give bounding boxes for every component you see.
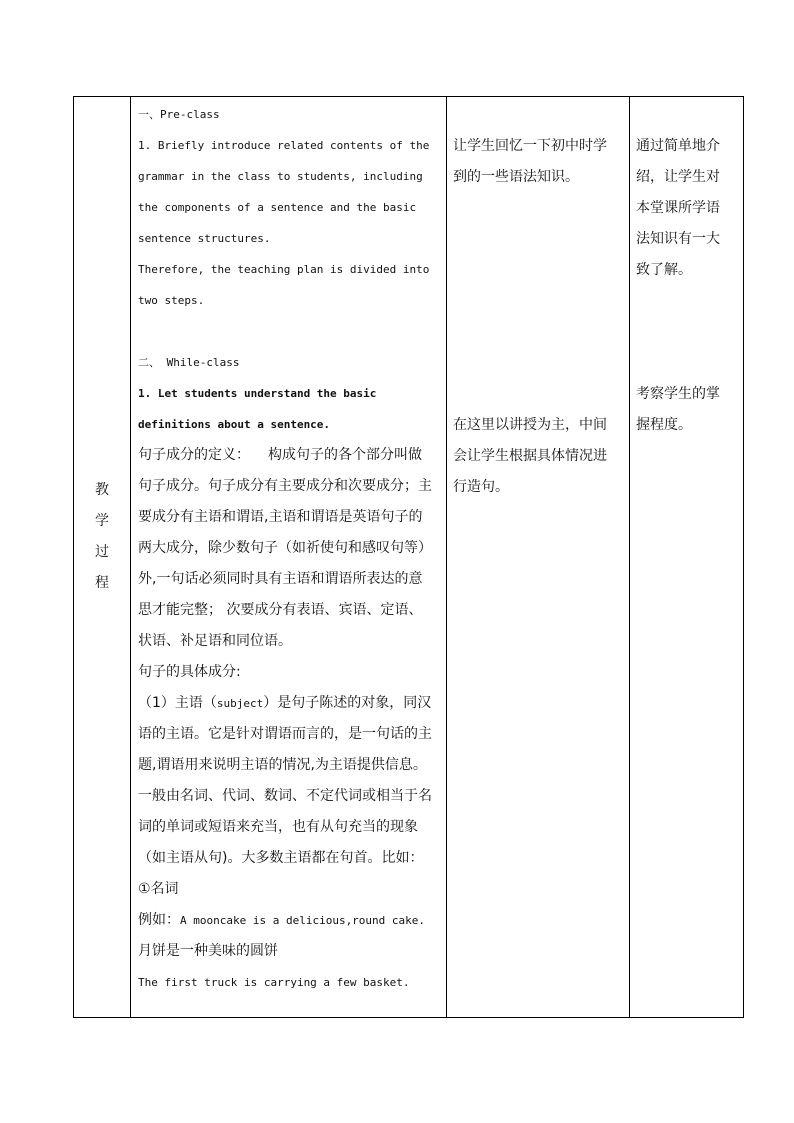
definition-line: 要成分有主语和谓语,主语和谓语是英语句子的 <box>138 509 423 525</box>
stage-char: 过 <box>95 544 109 560</box>
plan-line: two steps. <box>138 294 205 307</box>
pre-class-line: grammar in the class to students, including <box>138 170 423 183</box>
definition-line: 句子成分。句子成分有主要成分和次要成分；主 <box>138 478 432 494</box>
while-class-line: definitions about a sentence. <box>138 418 331 431</box>
pre-class-line: 1. Briefly introduce related contents of the <box>138 139 430 152</box>
subject-line: 题,谓语用来说明主语的情况,为主语提供信息。 <box>138 757 427 773</box>
lesson-plan-table <box>73 96 744 1018</box>
while-class-line: 1. Let students understand the basic <box>138 387 377 400</box>
stage-char: 学 <box>95 513 109 529</box>
example-prefix: 例如： <box>138 912 180 928</box>
subject-prefix: （1）主语（ <box>138 695 217 711</box>
example-sentence-2: The first truck is carrying a few basket. <box>138 976 410 989</box>
definition-line <box>138 440 440 471</box>
stage-char: 教 <box>95 482 109 498</box>
activity-line: 让学生回忆一下初中时学 <box>453 138 607 154</box>
subject-line <box>138 688 440 719</box>
purpose-line: 考察学生的掌 <box>636 386 720 402</box>
subject-line: 词的单词或短语来充当，也有从句充当的现象 <box>138 819 418 835</box>
pre-class-heading: 一、Pre-class <box>138 108 220 121</box>
subject-line: 语的主语。它是针对谓语而言的，是一句话的主 <box>138 726 432 742</box>
example-sentence: A mooncake is a delicious,round cake. <box>180 914 426 927</box>
definition-line: 思才能完整； 次要成分有表语、宾语、定语、 <box>138 602 423 618</box>
activity-line: 行造句。 <box>453 479 509 495</box>
purpose-line: 绍，让学生对 <box>636 169 720 185</box>
activity-line: 在这里以讲授为主，中间 <box>453 417 607 433</box>
example-line <box>138 905 440 936</box>
definition-line: 状语、补足语和同位语。 <box>138 633 292 649</box>
content-cell <box>131 97 447 1018</box>
purpose-line: 本堂课所学语 <box>636 200 720 216</box>
activity-line: 到的一些语法知识。 <box>453 169 579 185</box>
purpose-line: 法知识有一大 <box>636 231 720 247</box>
definition-line: 外,一句话必须同时具有主语和谓语所表达的意 <box>138 571 423 587</box>
activity-cell <box>447 97 630 1018</box>
purpose-line: 通过简单地介 <box>636 138 720 154</box>
subject-line: （如主语从句)。大多数主语都在句首。比如： <box>138 850 424 866</box>
pre-class-line: the components of a sentence and the basic <box>138 201 417 214</box>
noun-label: ①名词 <box>138 881 179 897</box>
while-class-heading: 二、 While-class <box>138 356 240 369</box>
definition-text: 构成句子的各个部分叫做 <box>268 447 422 463</box>
definition-line: 两大成分，除少数句子（如祈使句和感叹句等） <box>138 540 432 556</box>
stage-cell <box>74 97 131 1018</box>
subject-line: 一般由名词、代词、数词、不定代词或相当于名 <box>138 788 432 804</box>
pre-class-line: sentence structures. <box>138 232 271 245</box>
subject-suffix: ）是句子陈述的对象，同汉 <box>263 695 432 711</box>
purpose-line: 握程度。 <box>636 417 692 433</box>
purpose-line: 致了解。 <box>636 262 692 278</box>
definition-label: 句子成分的定义： <box>138 447 250 463</box>
purpose-cell <box>630 97 744 1018</box>
subject-term: subject <box>216 697 264 710</box>
specific-heading: 句子的具体成分: <box>138 664 241 680</box>
example-translation: 月饼是一种美味的圆饼 <box>138 943 278 959</box>
activity-line: 会让学生根据具体情况进 <box>453 448 607 464</box>
stage-char: 程 <box>95 575 109 591</box>
plan-line: Therefore, the teaching plan is divided into <box>138 263 430 276</box>
